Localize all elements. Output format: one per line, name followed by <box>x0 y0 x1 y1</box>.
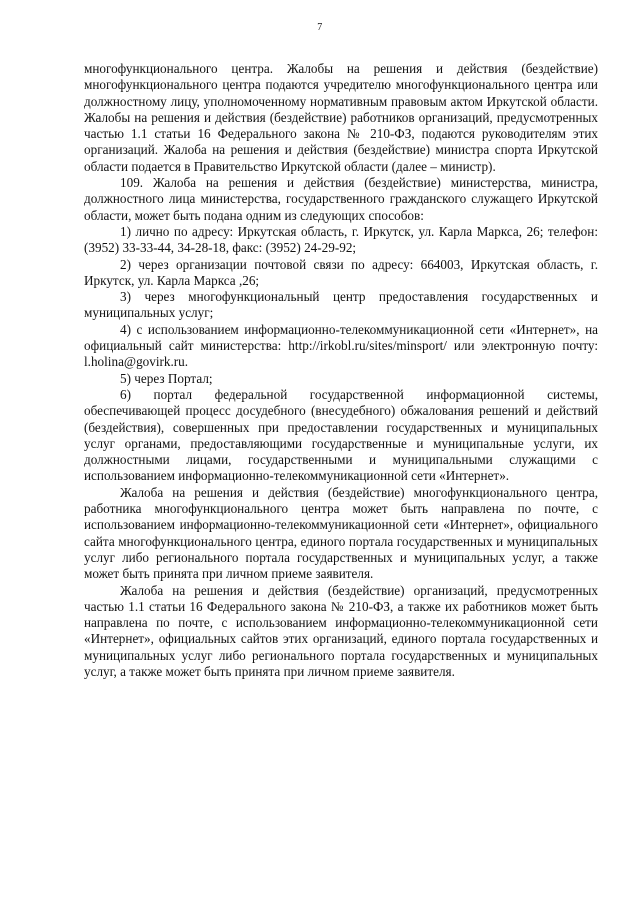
paragraph-continuation: многофункционального центра. Жалобы на решения и действия (бездействие) многофункционального центра подаются учредителю многофункционального центра или должностному лицу, уполномоченному нормативным правовым актом Иркутской области. Жалобы на решения и действия (бездействие) работников организаций, предусмотренных частью 1.1 статьи 16 Федерального закона № 210-ФЗ, подаются руководителям этих организаций. Жалоба на решения и действия (бездействие) министра спорта Иркутской области подается в Правительство Иркутской области (далее – министр). <box>84 61 598 174</box>
paragraph-method-3: 3) через многофункциональный центр предоставления государственных и муниципальных услуг; <box>84 289 598 321</box>
paragraph-organizations-complaint: Жалоба на решения и действия (бездействие) организаций, предусмотренных частью 1.1 статьи 16 Федерального закона № 210-ФЗ, а также их работников может быть направлена по почте, с использованием информационно-телекоммуникационной сети «Интернет», официальных сайтов этих организаций, единого портала государственных и муниципальных услуг либо регионального портала государственных и муниципальных услуг, а также может быть принята при личном приеме заявителя. <box>84 582 598 679</box>
paragraph-method-5: 5) через Портал; <box>120 370 213 386</box>
document-body <box>84 61 598 680</box>
paragraph-mfc-complaint: Жалоба на решения и действия (бездействие) многофункционального центра, работника многофункционального центра может быть направлена по почте, с использованием информационно-телекоммуникационной сети «Интернет», официального сайта многофункционального центра, единого портала государственных и муниципальных услуг либо регионального портала государственных и муниципальных услуг, а также может быть принята при личном приеме заявителя. <box>84 484 598 582</box>
paragraph-method-4: 4) с использованием информационно-телекоммуникационной сети «Интернет», на официальный сайт министерства: http://irkobl.ru/sites/minsport/ или электронную почту: l.holina@govirk.ru. <box>84 321 598 370</box>
paragraph-method-6: 6) портал федеральной государственной информационной системы, обеспечивающей процесс досудебного (внесудебного) обжалования решений и действий (бездействия), совершенных при предоставлении государственных и муниципальных услуг органами, предоставляющими государственные и муниципальные услуги, их должностными лицами, государственными и муниципальными служащими с использованием информационно-телекоммуникационной сети «Интернет». <box>84 386 598 484</box>
paragraph-item-109: 109. Жалоба на решения и действия (бездействие) министерства, министра, должностного лица министерства, государственного гражданского служащего Иркутской области, может быть подана одним из следующих способов: <box>84 175 598 223</box>
paragraph-method-1: 1) лично по адресу: Иркутская область, г. Иркутск, ул. Карла Маркса, 26; телефон: (3952) 33-33-44, 34-28-18, факс: (3952) 24-29-92; <box>84 223 598 256</box>
paragraph-method-2: 2) через организации почтовой связи по адресу: 664003, Иркутская область, г. Иркутск, ул. Карла Маркса ,26; <box>84 256 598 288</box>
page-number: 7 <box>317 22 323 33</box>
